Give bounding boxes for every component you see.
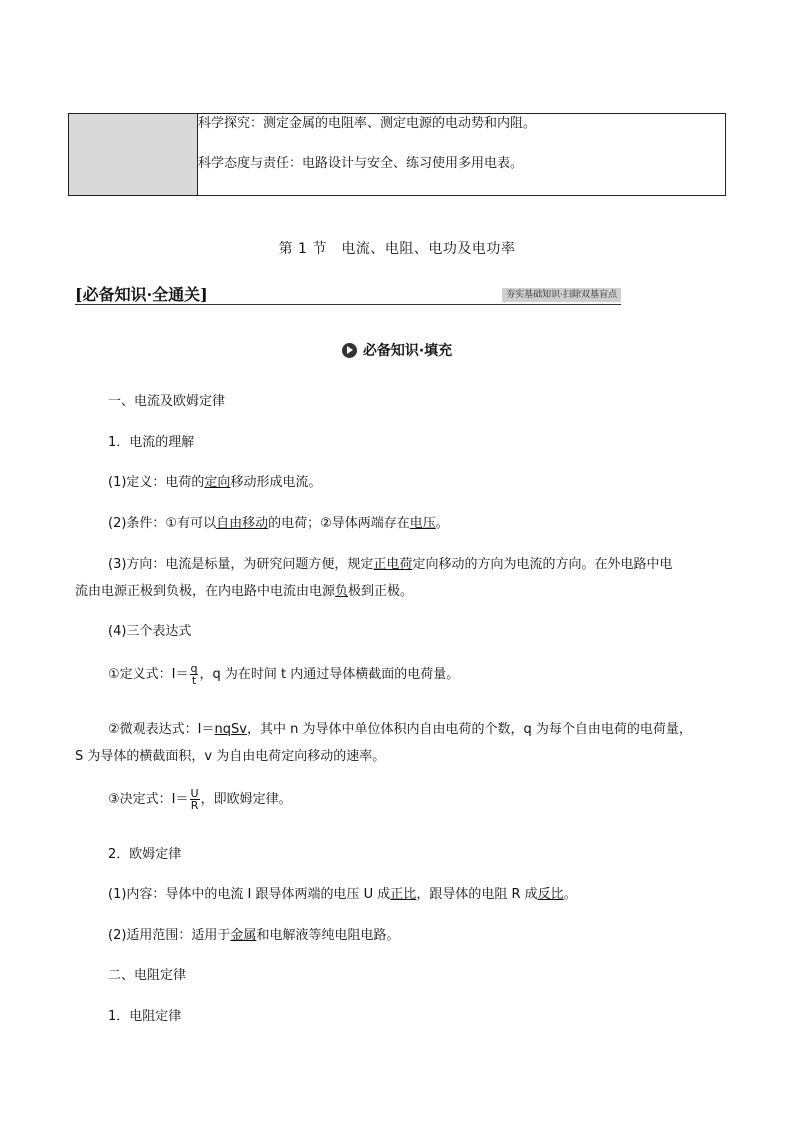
definition-line: (1)定义：电荷的定向移动形成电流。: [108, 475, 322, 490]
table-label-cell: [69, 114, 198, 196]
table-content-cell: [198, 114, 726, 196]
expressions-heading: (4)三个表达式: [108, 624, 192, 639]
heading-resistance-law: 二、电阻定律: [108, 968, 187, 983]
blank-answer: 正比: [390, 887, 417, 902]
micro-formula-line-2: S 为导体的横截面积，v 为自由电荷定向移动的速率。: [75, 749, 386, 764]
subheading: [0, 340, 794, 360]
direction-line: (3)方向：电流是标量，为研究问题方便，规定正电荷定向移动的方向为电流的方向。在外电路中电: [108, 557, 673, 572]
banner-title: [必备知识·全通关]: [75, 285, 208, 304]
micro-formula: ②微观表达式：I＝nqSv，其中 n 为导体中单位体积内自由电荷的个数，q 为每个自由电荷的电荷量，: [108, 722, 692, 737]
science-inquiry-text: 科学探究：测定金属的电阻率、测定电源的电动势和内阻。: [198, 116, 537, 131]
sub-current-understanding: 1．电流的理解: [108, 435, 195, 450]
banner-tag: 夯实基础知识·扫除双基盲点: [502, 288, 621, 302]
intro-table: [68, 113, 726, 196]
sub-resistance-law: 1．电阻定律: [108, 1009, 182, 1024]
section-title: 第 1 节 电流、电阻、电功及电功率: [278, 241, 516, 257]
ohm-scope-line: (2)适用范围：适用于金属和电解液等纯电阻电路。: [108, 928, 400, 943]
blank-answer: 电压: [409, 516, 436, 531]
definition-formula: ①定义式：I＝ $\frac{q}{t}$ ，q 为在时间 t 内通过导体横截面的电荷量。: [108, 662, 460, 687]
subheading-text: 必备知识·填充: [362, 343, 453, 359]
direction-line-2: 流由电源正极到负极，在内电路中电流由电源负极到正极。: [75, 584, 414, 599]
blank-answer: 金属: [230, 928, 257, 943]
heading-current-ohm: 一、电流及欧姆定律: [108, 394, 226, 409]
condition-line: (2)条件：①有可以自由移动的电荷；②导体两端存在电压。: [108, 516, 449, 531]
blank-answer: 负: [335, 584, 349, 599]
fraction: $\frac{q}{t}$: [190, 662, 198, 687]
science-attitude-text: 科学态度与责任：电路设计与安全、练习使用多用电表。: [198, 156, 524, 171]
knowledge-banner: [75, 284, 621, 305]
blank-answer: nqSv: [214, 722, 247, 737]
blank-answer: 正电荷: [373, 557, 413, 572]
fraction: $\frac{U}{R}$: [190, 787, 199, 812]
blank-answer: 反比: [537, 887, 564, 902]
blank-answer: 定向: [204, 475, 231, 490]
sub-ohm-law: 2．欧姆定律: [108, 847, 182, 862]
play-circle-icon: [342, 343, 357, 358]
determining-formula: ③决定式：I＝ $\frac{U}{R}$ ，即欧姆定律。: [108, 787, 292, 812]
blank-answer: 自由移动: [216, 516, 269, 531]
ohm-content-line: (1)内容：导体中的电流 I 跟导体两端的电压 U 成正比，跟导体的电阻 R 成反比。: [108, 887, 577, 902]
